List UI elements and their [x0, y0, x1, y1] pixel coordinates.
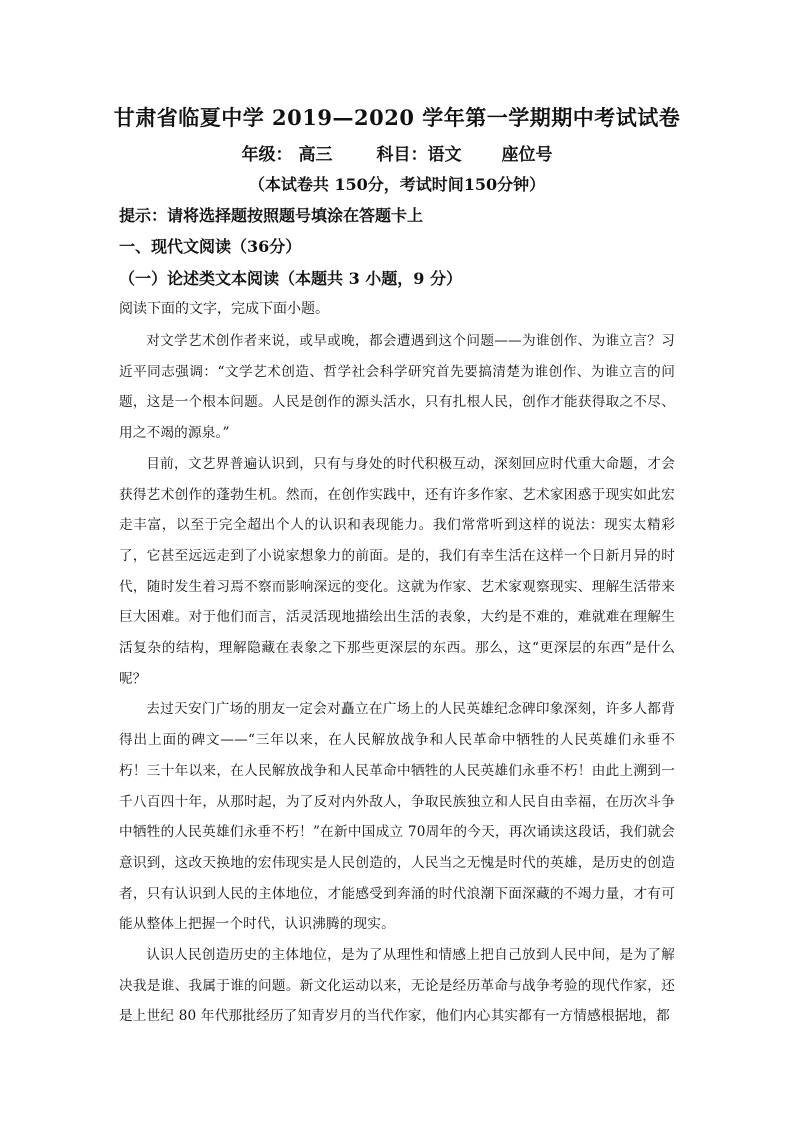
- exam-duration-info: （本试卷共 150分，考试时间150分钟）: [248, 175, 546, 194]
- passage-paragraph: 认识人民创造历史的主体地位，是为了从理性和情感上把自己放到人民中间，是为了解决我是谁、我属于谁的问题。新文化运动以来，无论是经历革命与战争考验的现代作家，还是上世纪 80 年代那批经历了知青岁月的当代作家，他们内心其实都有一方情感根据地，都: [119, 947, 675, 1025]
- passage-paragraph: 目前，文艺界普遍认识到，只有与身处的时代积极互动，深刻回应时代重大命题，才会获得艺术创作的蓬勃生机。然而，在创作实践中，还有许多作家、艺术家困惑于现实如此宏走丰富，以至于完全超出个人的认识和表现能力。我们常常听到这样的说法：现实太精彩了，它甚至远远走到了小说家想象力的前面。是的，我们有幸生活在这样一个日新月异的时代，随时发生着习焉不察而影响深远的变化。这就为作家、艺术家观察现实、理解生活带来巨大困难。对于他们而言，活灵活现地描绘出生活的表象，大约是不难的，难就难在理解生活复杂的结构，理解隐藏在表象之下那些更深层的东西。那么，这“更深层的东西”是什么呢？: [119, 455, 675, 687]
- exam-info-line: [0, 142, 794, 168]
- reading-passage: [119, 326, 675, 1032]
- passage-paragraph: 去过天安门广场的朋友一定会对矗立在广场上的人民英雄纪念碑印象深刻，许多人都背得出上面的碑文——“三年以来，在人民解放战争和人民革命中牺牲的人民英雄们永垂不朽！三十年以来，在人民解放战争和人民革命中牺牲的人民英雄们永垂不朽！由此上溯到一千八百四十年，从那时起，为了反对内外敌人，争取民族独立和人民自由幸福，在历次斗争中牺牲的人民英雄们永垂不朽！”在新中国成立 70周年的今天，再次诵读这段话，我们就会意识到，这改天换地的宏伟现实是人民创造的，人民当之无愧是时代的英雄，是历史的创造者，只有认识到人民的主体地位，才能感受到奔涌的时代浪潮下面深藏的不竭力量，才有可能从整体上把握一个时代，认识沸腾的现实。: [119, 701, 675, 933]
- grade-label: 年级： 高三: [241, 145, 333, 165]
- section-heading: 一、现代文阅读（36分）: [119, 237, 302, 256]
- subject-label: 科目：语文: [376, 145, 462, 165]
- answer-hint: 提示：请将选择题按照题号填涂在答题卡上: [119, 206, 424, 225]
- passage-paragraph: 对文学艺术创作者来说，或早或晚，都会遭遇到这个问题——为谁创作、为谁立言？习近平同志强调：“文学艺术创造、哲学社会科学研究首先要搞清楚为谁创作、为谁立言的问题，这是一个根本问题。人民是创作的源头活水，只有扎根人民，创作才能获得取之不尽、用之不竭的源泉。”: [119, 333, 675, 442]
- reading-instruction: 阅读下面的文字，完成下面小题。: [119, 301, 329, 317]
- seat-label: 座位号: [501, 145, 553, 165]
- exam-title: 甘肃省临夏中学 2019—2020 学年第一学期期中考试试卷: [113, 105, 681, 130]
- subsection-heading: （一）论述类文本阅读（本题共 3 小题，9 分）: [119, 269, 462, 288]
